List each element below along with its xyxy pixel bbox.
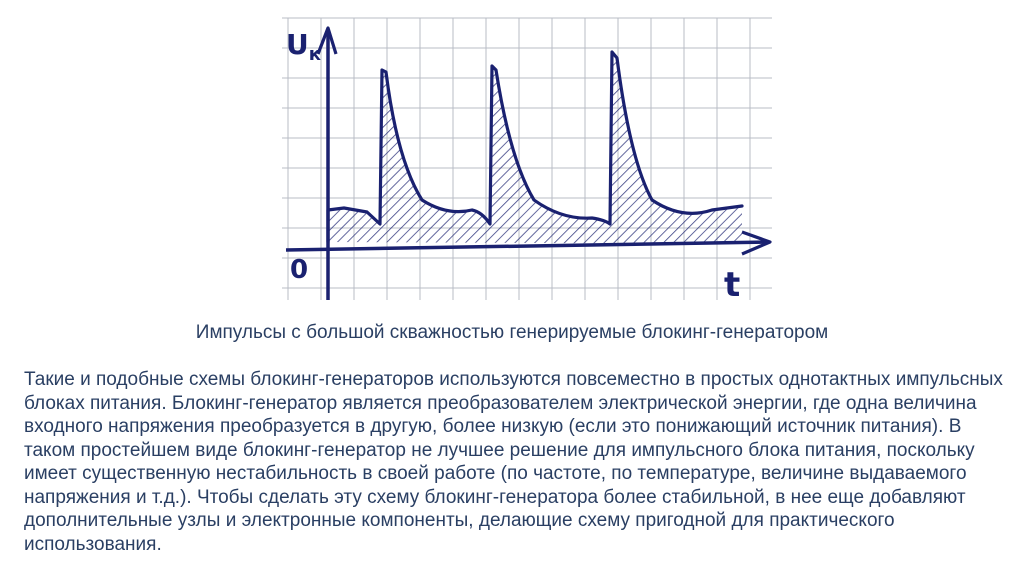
x-axis-label: t	[724, 265, 741, 302]
body-paragraph: Такие и подобные схемы блокинг-генераторов используются повсеместно в простых однотактных импульсных блоках питания. Блокинг-генератор является преобразователем электрической энергии, где одна величина входного напряжения преобразуется в другую, более низкую (если это понижающий источник питания). В таком простейшем виде блокинг-генератор не лучшее решение для импульсного блока питания, поскольку имеет существенную нестабильность в своей работе (по частоте, по температуре, величине выдаваемого напряжения и т.д.). Чтобы сделать эту схему блокинг-генератора более стабильной, в нее еще добавляют дополнительные узлы и электронные компоненты, делающие схему пригодной для практического использования.	[24, 369, 1003, 555]
origin-label: 0	[290, 255, 309, 285]
waveform-sketch	[272, 10, 792, 302]
graph-paper-grid	[282, 18, 772, 300]
waveform-hatched-area	[328, 52, 742, 244]
figure-caption: Импульсы с большой скважностью генерируемые блокинг-генератором	[195, 322, 829, 343]
x-axis	[286, 242, 768, 250]
hand-drawn-waveform-figure	[272, 10, 792, 302]
y-axis-label: $U_к$	[286, 28, 321, 65]
